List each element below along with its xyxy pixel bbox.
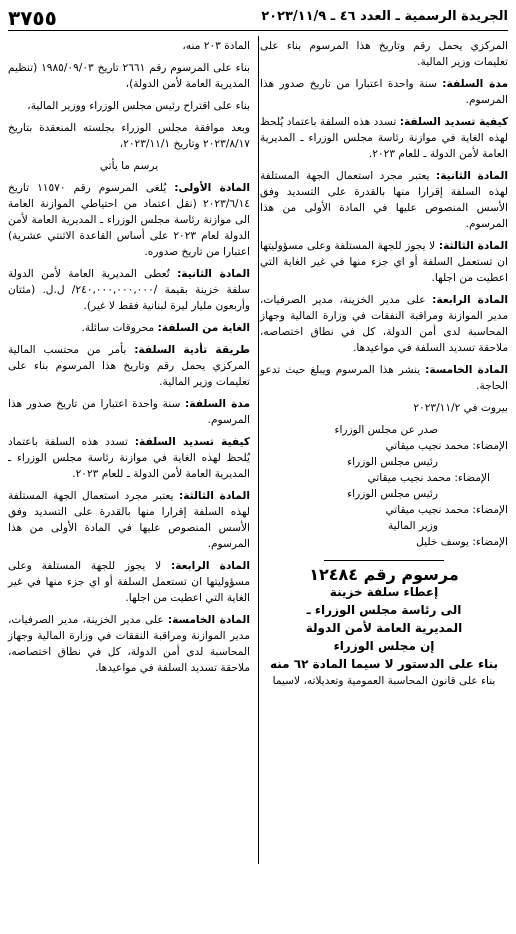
paragraph-text: يُلغى المرسوم رقم ١١٥٧٠ تاريخ ٢٠٢٣/٦/١٤ (نقل اعتماد من احتياطي الموازنة العامة الى موازنة رئاسة مجلس الوزراء ـ المديرية العامة لأمن الدولة لعام ٢٠٢٣ على أساس القاعدة الاثنتي عشرية) اعتبارا من تاريخ صدوره. [8, 182, 250, 258]
paragraph-label: المادة الثالثة: [438, 240, 508, 252]
paragraph-label: الغاية من السلفة: [157, 322, 250, 334]
paragraph-text: تُعطى المديرية العامة لأمن الدولة سلفة خزينة بقيمة /٢٤٠,٠٠٠,٠٠٠,٠٠٠/ ل.ل. (مئتان وأربعون مليار ليرة لبنانية فقط لا غير). [8, 268, 250, 312]
signature-line: الإمضاء: محمد نجيب ميقاتي [367, 472, 490, 484]
paragraph-text: محروقات سائلة. [81, 322, 158, 334]
paragraph-text: تسدد هذه السلفة باعتماد يُلحظ لهذه الغاية في موازنة رئاسة مجلس الوزراء ـ المديرية العامة لأمن الدولة ـ للعام ٢٠٢٣. [260, 116, 508, 160]
header-rule [8, 30, 508, 31]
signature-line: رئيس مجلس الوزراء [347, 456, 438, 468]
paragraph [260, 362, 508, 394]
paragraph [260, 168, 508, 232]
signature-line: صدر عن مجلس الوزراء [334, 424, 438, 436]
paragraph: المادة ٢٠٣ منه، [182, 40, 250, 52]
paragraph-label: المادة الرابعة: [171, 560, 250, 572]
paragraph [260, 292, 508, 356]
decree-title: الى رئاسة مجلس الوزراء ـ [306, 603, 462, 617]
paragraph [8, 320, 250, 336]
paragraph [8, 180, 250, 260]
paragraph-label: المادة الثالثة: [178, 490, 250, 502]
paragraph: المركزي يحمل رقم وتاريخ هذا المرسوم بناء على تعليمات وزير المالية. [260, 40, 508, 68]
page-number: ٣٧٥٥ [8, 6, 57, 30]
decree-heading [260, 560, 508, 689]
paragraph-label: مدة السلفة: [442, 78, 509, 90]
paragraph-text: سنة واحدة اعتبارا من تاريخ صدور هذا المرسوم. [8, 398, 250, 426]
decree-formula: يرسم ما يأتي [99, 160, 159, 172]
paragraph [8, 558, 250, 606]
paragraph-text: لا يجوز للجهة المستلفة وعلى مسؤوليتها ان تستعمل السلفة أو اي جزء منها في غير الغاية التي اعطيت من اجلها. [260, 240, 508, 284]
right-column [260, 38, 508, 689]
decree-title: إعطاء سلفة خزينة [329, 585, 439, 599]
paragraph: وبعد موافقة مجلس الوزراء بجلسته المنعقدة بتاريخ ٢٠٢٣/٨/١٧ وتاريخ ٢٠٢٣/١١/١، [8, 122, 250, 150]
paragraph: بناء على المرسوم رقم ٢٦٦١ تاريخ ١٩٨٥/٠٩/٠٣ (تنظيم المديرية العامة لأمن الدولة)، [8, 62, 250, 90]
paragraph-text: تسدد هذه السلفة باعتماد يُلحظ لهذه الغاية في موازنة رئاسة مجلس الوزراء ـ المديرية العامة لأمن الدولة ـ للعام ٢٠٢٣. [8, 436, 250, 480]
paragraph-label: طريقة تأدية السلفة: [134, 344, 250, 356]
paragraph-label: المادة الخامسة: [425, 364, 508, 376]
paragraph [260, 238, 508, 286]
paragraph-label: المادة الأولى: [174, 182, 250, 194]
paragraph-text: يعتبر مجرد استعمال الجهة المستلفة لهذه السلفة إقرارا منها بالقدرة على التسديد وفق الأسس المنصوص عليها في المادة الأولى من هذا المرسوم. [8, 490, 250, 550]
paragraph [260, 76, 508, 108]
paragraph [8, 612, 250, 676]
page-header [8, 6, 508, 32]
signature-line: الإمضاء: محمد نجيب ميقاتي [385, 440, 508, 452]
decree-title: المديرية العامة لأمن الدولة [305, 621, 463, 635]
paragraph [8, 396, 250, 428]
decree-date: بيروت في ٢٠٢٣/١١/٢ [413, 402, 508, 414]
paragraph-label: المادة الرابعة: [432, 294, 508, 306]
decree-preamble: بناء على قانون المحاسبة العمومية وتعديلاته، لاسيما [272, 675, 496, 687]
left-column [8, 38, 250, 682]
paragraph-text: بأمر من محتسب المالية المركزي يحمل رقم وتاريخ هذا المرسوم بناء على تعليمات وزير المالية. [8, 344, 250, 388]
paragraph-text: سنة واحدة اعتبارا من تاريخ صدور هذا المرسوم. [260, 78, 508, 106]
paragraph-text: يعتبر مجرد استعمال الجهة المستلفة لهذه السلفة إقرارا منها بالقدرة على التسديد وفق الأسس المنصوص عليها في المادة الأولى من هذا المرسوم. [260, 170, 508, 230]
decree-number: مرسوم رقم ١٢٤٨٤ [309, 565, 459, 584]
paragraph-text: لا يجوز للجهة المستلفة وعلى مسؤوليتها ان تستعمل السلفة أو اي جزء منها في غير الغاية التي اعطيت من اجلها. [8, 560, 250, 604]
signature-line: رئيس مجلس الوزراء [347, 488, 438, 500]
paragraph-text: ينشر هذا المرسوم ويبلغ حيث تدعو الحاجة. [260, 364, 508, 392]
paragraph-label: كيفية تسديد السلفة: [399, 116, 508, 128]
paragraph-label: المادة الخامسة: [167, 614, 250, 626]
paragraph [8, 434, 250, 482]
signature-line: الإمضاء: يوسف خليل [416, 536, 508, 548]
paragraph-label: كيفية تسديد السلفة: [134, 436, 250, 448]
paragraph-label: مدة السلفة: [185, 398, 251, 410]
paragraph [8, 488, 250, 552]
signature-line: وزير المالية [387, 520, 438, 532]
paragraph [260, 114, 508, 162]
paragraph-label: المادة الثانية: [435, 170, 508, 182]
paragraph-text: على مدير الخزينة، مدير الصرفيات، مدير الموازنة ومراقبة النفقات في وزارة المالية وجهاز المحاسبة لدى أمن الدولة، كل في نطاق اختصاصه، ملاحقة تسديد السلفة في مواعيدها. [8, 614, 250, 674]
gazette-title: الجريدة الرسمية ـ العدد ٤٦ ـ ٢٠٢٣/١١/٩ [261, 9, 508, 24]
paragraph-text: على مدير الخزينة، مدير الصرفيات، مدير الموازنة ومراقبة النفقات في وزارة المالية وجهاز المحاسبة لدى أمن الدولة، كل في نطاق اختصاصه، ملاحقة تسديد السلفة في مواعيدها. [260, 294, 508, 354]
signature-line: الإمضاء: محمد نجيب ميقاتي [385, 504, 508, 516]
paragraph: بناء على اقتراح رئيس مجلس الوزراء ووزير المالية، [27, 100, 250, 112]
decree-separator [324, 560, 444, 561]
decree-preamble: بناء على الدستور لا سيما المادة ٦٢ منه [269, 657, 499, 671]
column-divider [258, 36, 259, 864]
paragraph-label: المادة الثانية: [177, 268, 250, 280]
decree-preamble: إن مجلس الوزراء [333, 639, 435, 653]
paragraph [8, 266, 250, 314]
paragraph [8, 342, 250, 390]
